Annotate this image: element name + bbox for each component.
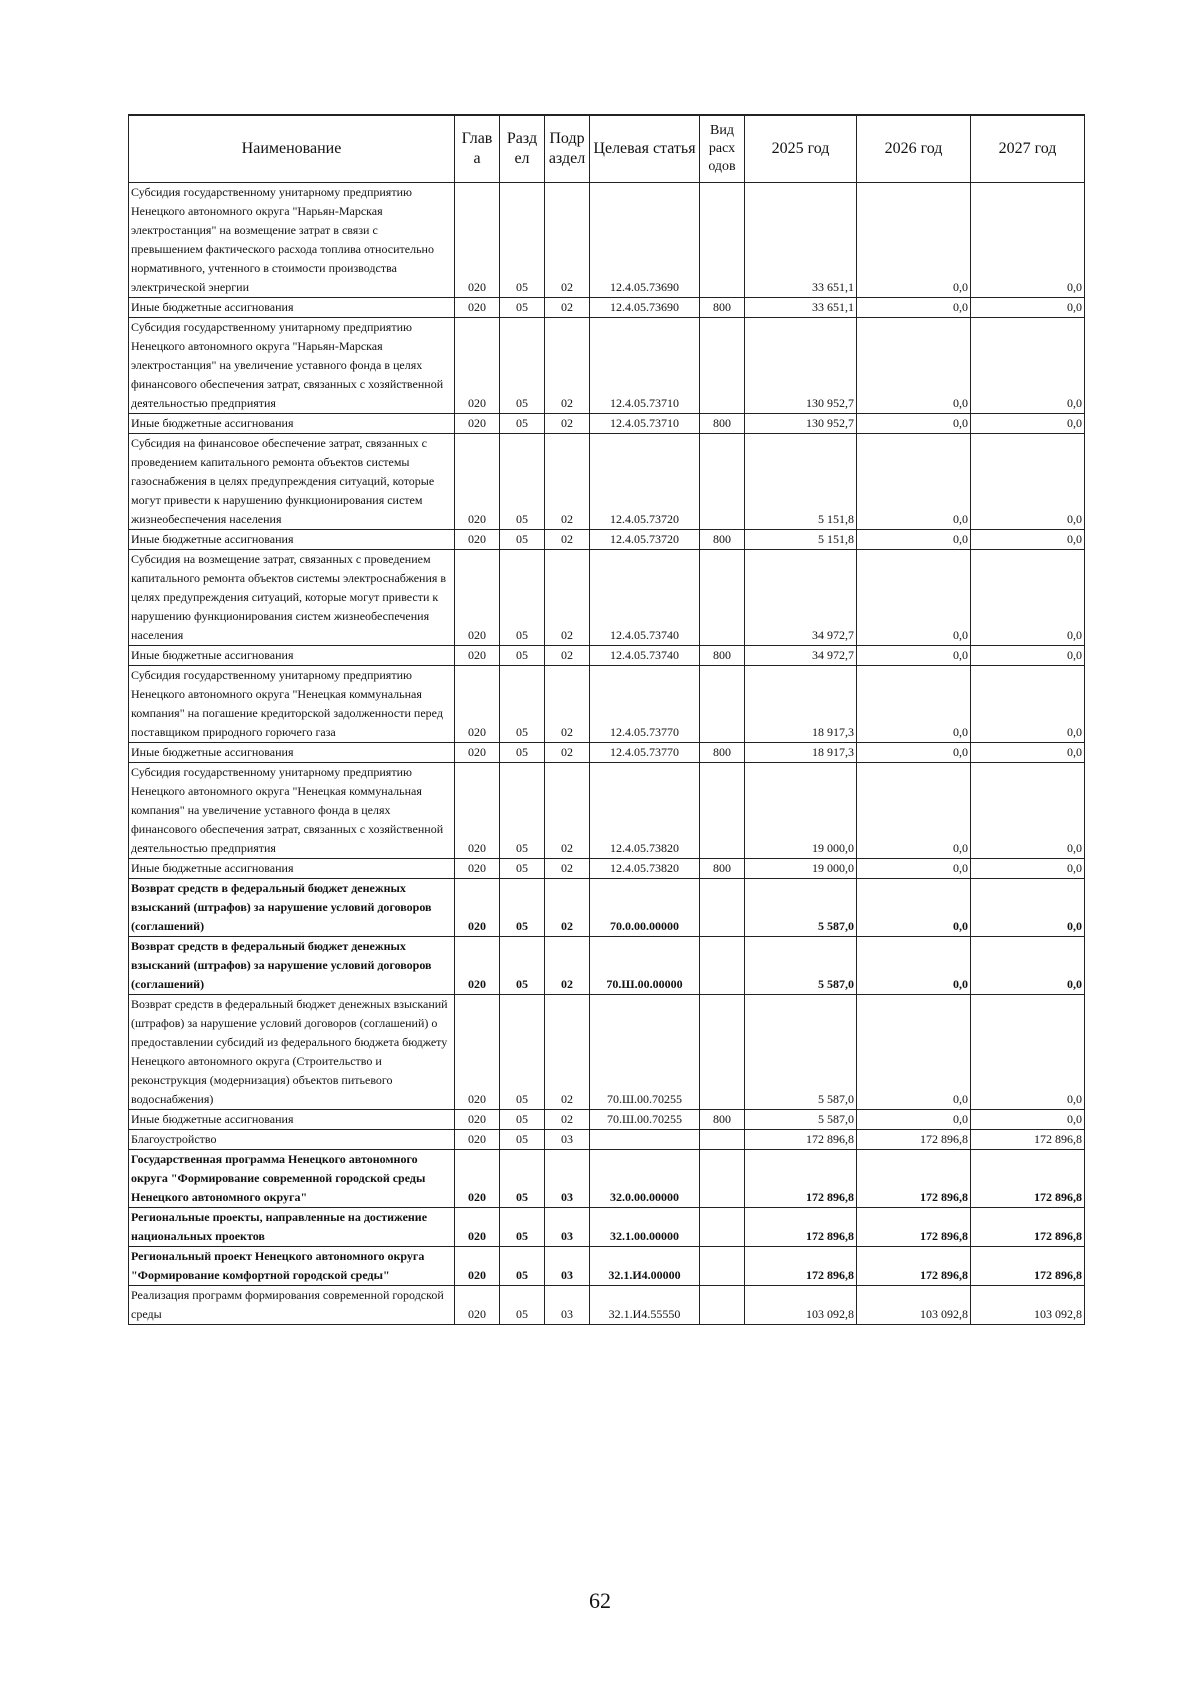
cell-name: Субсидия государственному унитарному предприятию Ненецкого автономного округа "Ненецкая коммунальная компания" на погашение кредиторской задолженности перед поставщиком природного горючего газа <box>129 666 455 743</box>
cell-razdel: 05 <box>500 995 545 1110</box>
cell-razdel: 05 <box>500 530 545 550</box>
cell-2025: 5 587,0 <box>745 937 857 995</box>
cell-tselevaya: 12.4.05.73710 <box>590 414 700 434</box>
cell-2027: 0,0 <box>971 763 1085 859</box>
cell-2026: 0,0 <box>857 937 971 995</box>
cell-glava: 020 <box>455 414 500 434</box>
cell-name: Иные бюджетные ассигнования <box>129 298 455 318</box>
cell-2027: 172 896,8 <box>971 1150 1085 1208</box>
cell-2027: 0,0 <box>971 183 1085 298</box>
cell-2025: 33 651,1 <box>745 298 857 318</box>
cell-razdel: 05 <box>500 879 545 937</box>
cell-tselevaya: 32.1.И4.55550 <box>590 1286 700 1325</box>
cell-2025: 5 151,8 <box>745 530 857 550</box>
cell-podrazdel: 02 <box>545 646 590 666</box>
cell-vid: 800 <box>700 646 745 666</box>
cell-name: Иные бюджетные ассигнования <box>129 743 455 763</box>
cell-vid <box>700 183 745 298</box>
cell-tselevaya: 32.1.00.00000 <box>590 1208 700 1247</box>
page-number: 62 <box>589 1588 611 1613</box>
cell-glava: 020 <box>455 434 500 530</box>
cell-2025: 172 896,8 <box>745 1208 857 1247</box>
cell-tselevaya: 12.4.05.73690 <box>590 298 700 318</box>
cell-razdel: 05 <box>500 298 545 318</box>
cell-razdel: 05 <box>500 183 545 298</box>
cell-vid <box>700 550 745 646</box>
cell-vid <box>700 1150 745 1208</box>
cell-2026: 103 092,8 <box>857 1286 971 1325</box>
cell-tselevaya: 12.4.05.73720 <box>590 530 700 550</box>
cell-name: Субсидия государственному унитарному предприятию Ненецкого автономного округа "Ненецкая коммунальная компания" на увеличение уставного фонда в целях финансового обеспечения затрат, связанных с хозяйственной деятельностью предприятия <box>129 763 455 859</box>
table-row <box>129 1247 1085 1286</box>
cell-2025: 172 896,8 <box>745 1247 857 1286</box>
cell-razdel: 05 <box>500 1150 545 1208</box>
cell-podrazdel: 02 <box>545 318 590 414</box>
cell-vid: 800 <box>700 414 745 434</box>
header-podrazdel: Подр аздел <box>545 115 590 183</box>
cell-2027: 0,0 <box>971 530 1085 550</box>
cell-tselevaya: 12.4.05.73710 <box>590 318 700 414</box>
header-2027: 2027 год <box>971 115 1085 183</box>
table-row <box>129 646 1085 666</box>
cell-glava: 020 <box>455 1286 500 1325</box>
table-row <box>129 1208 1085 1247</box>
cell-2027: 0,0 <box>971 646 1085 666</box>
cell-name: Возврат средств в федеральный бюджет денежных взысканий (штрафов) за нарушение условий договоров (соглашений) <box>129 937 455 995</box>
cell-vid <box>700 1208 745 1247</box>
cell-2027: 172 896,8 <box>971 1208 1085 1247</box>
cell-podrazdel: 02 <box>545 183 590 298</box>
table-row <box>129 666 1085 743</box>
cell-name: Региональные проекты, направленные на достижение национальных проектов <box>129 1208 455 1247</box>
cell-2027: 0,0 <box>971 879 1085 937</box>
table-row <box>129 995 1085 1110</box>
header-glava: Глав а <box>455 115 500 183</box>
header-name: Наименование <box>129 115 455 183</box>
cell-razdel: 05 <box>500 414 545 434</box>
cell-glava: 020 <box>455 743 500 763</box>
cell-2025: 34 972,7 <box>745 550 857 646</box>
cell-2025: 130 952,7 <box>745 414 857 434</box>
cell-vid <box>700 434 745 530</box>
cell-glava: 020 <box>455 859 500 879</box>
cell-2025: 103 092,8 <box>745 1286 857 1325</box>
cell-glava: 020 <box>455 763 500 859</box>
cell-vid <box>700 763 745 859</box>
cell-2027: 172 896,8 <box>971 1247 1085 1286</box>
cell-razdel: 05 <box>500 550 545 646</box>
table-row <box>129 1110 1085 1130</box>
cell-name: Возврат средств в федеральный бюджет денежных взысканий (штрафов) за нарушение условий договоров (соглашений) <box>129 879 455 937</box>
cell-2025: 18 917,3 <box>745 666 857 743</box>
cell-glava: 020 <box>455 879 500 937</box>
header-tselevaya: Целевая статья <box>590 115 700 183</box>
cell-razdel: 05 <box>500 743 545 763</box>
cell-tselevaya: 32.0.00.00000 <box>590 1150 700 1208</box>
cell-vid: 800 <box>700 859 745 879</box>
cell-2025: 130 952,7 <box>745 318 857 414</box>
cell-glava: 020 <box>455 298 500 318</box>
cell-vid <box>700 937 745 995</box>
header-razdel: Разд ел <box>500 115 545 183</box>
cell-tselevaya: 70.Ш.00.70255 <box>590 1110 700 1130</box>
cell-razdel: 05 <box>500 859 545 879</box>
cell-vid: 800 <box>700 743 745 763</box>
cell-2027: 0,0 <box>971 666 1085 743</box>
cell-2026: 0,0 <box>857 530 971 550</box>
budget-table <box>128 114 1085 1325</box>
header-2026: 2026 год <box>857 115 971 183</box>
cell-podrazdel: 02 <box>545 743 590 763</box>
cell-podrazdel: 02 <box>545 763 590 859</box>
cell-2025: 172 896,8 <box>745 1150 857 1208</box>
cell-vid: 800 <box>700 298 745 318</box>
cell-name: Субсидия на возмещение затрат, связанных с проведением капитального ремонта объектов системы электроснабжения в целях предупреждения ситуаций, которые могут привести к нарушению функционирования систем жизнеобеспечения населения <box>129 550 455 646</box>
cell-2026: 0,0 <box>857 1110 971 1130</box>
header-vid: Вид расх одов <box>700 115 745 183</box>
cell-name: Субсидия государственному унитарному предприятию Ненецкого автономного округа "Нарьян-Марская электростанция" на возмещение затрат в связи с превышением фактического расхода топлива относительно нормативного, учтенного в стоимости производства электрической энергии <box>129 183 455 298</box>
cell-tselevaya: 70.Ш.00.70255 <box>590 995 700 1110</box>
cell-2026: 0,0 <box>857 666 971 743</box>
cell-razdel: 05 <box>500 763 545 859</box>
table-row <box>129 414 1085 434</box>
cell-podrazdel: 02 <box>545 879 590 937</box>
cell-tselevaya: 32.1.И4.00000 <box>590 1247 700 1286</box>
cell-podrazdel: 03 <box>545 1130 590 1150</box>
cell-vid: 800 <box>700 1110 745 1130</box>
cell-2026: 0,0 <box>857 183 971 298</box>
cell-razdel: 05 <box>500 1110 545 1130</box>
cell-glava: 020 <box>455 318 500 414</box>
cell-2026: 0,0 <box>857 995 971 1110</box>
cell-2027: 0,0 <box>971 550 1085 646</box>
table-body <box>129 183 1085 1325</box>
header-2025: 2025 год <box>745 115 857 183</box>
cell-vid: 800 <box>700 530 745 550</box>
cell-name: Государственная программа Ненецкого автономного округа "Формирование современной городской среды Ненецкого автономного округа" <box>129 1150 455 1208</box>
cell-podrazdel: 03 <box>545 1286 590 1325</box>
cell-podrazdel: 02 <box>545 414 590 434</box>
cell-glava: 020 <box>455 646 500 666</box>
cell-2026: 0,0 <box>857 550 971 646</box>
cell-glava: 020 <box>455 1130 500 1150</box>
cell-name: Иные бюджетные ассигнования <box>129 414 455 434</box>
table-row <box>129 1286 1085 1325</box>
cell-2027: 0,0 <box>971 414 1085 434</box>
cell-2026: 0,0 <box>857 859 971 879</box>
cell-2026: 172 896,8 <box>857 1150 971 1208</box>
cell-2026: 0,0 <box>857 318 971 414</box>
cell-razdel: 05 <box>500 434 545 530</box>
cell-2025: 19 000,0 <box>745 859 857 879</box>
cell-2026: 0,0 <box>857 763 971 859</box>
table-row <box>129 743 1085 763</box>
cell-2026: 0,0 <box>857 434 971 530</box>
cell-name: Субсидия на финансовое обеспечение затрат, связанных с проведением капитального ремонта объектов системы газоснабжения в целях предупреждения ситуаций, которые могут привести к нарушению функционирования систем жизнеобеспечения населения <box>129 434 455 530</box>
cell-glava: 020 <box>455 550 500 646</box>
cell-vid <box>700 1247 745 1286</box>
cell-vid <box>700 666 745 743</box>
cell-tselevaya: 70.Ш.00.00000 <box>590 937 700 995</box>
cell-podrazdel: 02 <box>545 530 590 550</box>
cell-2026: 0,0 <box>857 414 971 434</box>
table-row <box>129 550 1085 646</box>
cell-tselevaya: 12.4.05.73820 <box>590 763 700 859</box>
cell-vid <box>700 1286 745 1325</box>
table-row <box>129 1150 1085 1208</box>
cell-2027: 0,0 <box>971 859 1085 879</box>
cell-glava: 020 <box>455 1208 500 1247</box>
cell-podrazdel: 02 <box>545 666 590 743</box>
cell-2027: 0,0 <box>971 1110 1085 1130</box>
cell-2027: 0,0 <box>971 298 1085 318</box>
cell-name: Иные бюджетные ассигнования <box>129 1110 455 1130</box>
cell-2026: 0,0 <box>857 646 971 666</box>
table-row <box>129 183 1085 298</box>
cell-razdel: 05 <box>500 1130 545 1150</box>
cell-name: Возврат средств в федеральный бюджет денежных взысканий (штрафов) за нарушение условий договоров (соглашений) о предоставлении субсидий из федерального бюджета бюджету Ненецкого автономного округа (Строительство и реконструкция (модернизация) объектов питьевого водоснабжения) <box>129 995 455 1110</box>
cell-vid <box>700 318 745 414</box>
cell-razdel: 05 <box>500 666 545 743</box>
cell-razdel: 05 <box>500 646 545 666</box>
cell-2025: 5 587,0 <box>745 879 857 937</box>
cell-podrazdel: 02 <box>545 1110 590 1130</box>
cell-2026: 0,0 <box>857 298 971 318</box>
cell-name: Иные бюджетные ассигнования <box>129 859 455 879</box>
cell-2025: 5 587,0 <box>745 995 857 1110</box>
cell-2025: 5 587,0 <box>745 1110 857 1130</box>
cell-podrazdel: 03 <box>545 1208 590 1247</box>
cell-2026: 0,0 <box>857 879 971 937</box>
cell-glava: 020 <box>455 530 500 550</box>
table-row <box>129 318 1085 414</box>
cell-podrazdel: 02 <box>545 937 590 995</box>
cell-2025: 172 896,8 <box>745 1130 857 1150</box>
cell-2025: 19 000,0 <box>745 763 857 859</box>
cell-2027: 103 092,8 <box>971 1286 1085 1325</box>
header-row <box>129 115 1085 183</box>
cell-2026: 172 896,8 <box>857 1247 971 1286</box>
cell-podrazdel: 02 <box>545 859 590 879</box>
cell-2027: 0,0 <box>971 318 1085 414</box>
cell-glava: 020 <box>455 183 500 298</box>
cell-podrazdel: 03 <box>545 1247 590 1286</box>
cell-glava: 020 <box>455 995 500 1110</box>
cell-name: Субсидия государственному унитарному предприятию Ненецкого автономного округа "Нарьян-Марская электростанция" на увеличение уставного фонда в целях финансового обеспечения затрат, связанных с хозяйственной деятельностью предприятия <box>129 318 455 414</box>
cell-glava: 020 <box>455 1110 500 1130</box>
cell-podrazdel: 02 <box>545 550 590 646</box>
cell-tselevaya: 12.4.05.73770 <box>590 743 700 763</box>
cell-2027: 0,0 <box>971 995 1085 1110</box>
cell-2025: 34 972,7 <box>745 646 857 666</box>
cell-name: Благоустройство <box>129 1130 455 1150</box>
cell-2027: 0,0 <box>971 937 1085 995</box>
cell-2027: 0,0 <box>971 434 1085 530</box>
table-row <box>129 1130 1085 1150</box>
cell-name: Реализация программ формирования современной городской среды <box>129 1286 455 1325</box>
cell-2025: 5 151,8 <box>745 434 857 530</box>
cell-podrazdel: 02 <box>545 995 590 1110</box>
cell-glava: 020 <box>455 1247 500 1286</box>
table-row <box>129 298 1085 318</box>
cell-vid <box>700 1130 745 1150</box>
cell-glava: 020 <box>455 666 500 743</box>
cell-tselevaya <box>590 1130 700 1150</box>
cell-name: Иные бюджетные ассигнования <box>129 530 455 550</box>
cell-vid <box>700 879 745 937</box>
cell-razdel: 05 <box>500 937 545 995</box>
cell-2026: 172 896,8 <box>857 1208 971 1247</box>
cell-vid <box>700 995 745 1110</box>
cell-2025: 33 651,1 <box>745 183 857 298</box>
cell-2026: 0,0 <box>857 743 971 763</box>
cell-podrazdel: 03 <box>545 1150 590 1208</box>
cell-2026: 172 896,8 <box>857 1130 971 1150</box>
table-row <box>129 879 1085 937</box>
cell-tselevaya: 12.4.05.73820 <box>590 859 700 879</box>
cell-glava: 020 <box>455 1150 500 1208</box>
table-row <box>129 763 1085 859</box>
table-row <box>129 937 1085 995</box>
cell-tselevaya: 12.4.05.73740 <box>590 550 700 646</box>
cell-razdel: 05 <box>500 1208 545 1247</box>
cell-tselevaya: 12.4.05.73740 <box>590 646 700 666</box>
table-row <box>129 859 1085 879</box>
cell-podrazdel: 02 <box>545 298 590 318</box>
cell-glava: 020 <box>455 937 500 995</box>
cell-tselevaya: 12.4.05.73770 <box>590 666 700 743</box>
cell-2025: 18 917,3 <box>745 743 857 763</box>
cell-razdel: 05 <box>500 1286 545 1325</box>
cell-razdel: 05 <box>500 1247 545 1286</box>
cell-tselevaya: 12.4.05.73690 <box>590 183 700 298</box>
cell-2027: 0,0 <box>971 743 1085 763</box>
cell-podrazdel: 02 <box>545 434 590 530</box>
table-row <box>129 434 1085 530</box>
cell-name: Иные бюджетные ассигнования <box>129 646 455 666</box>
cell-tselevaya: 12.4.05.73720 <box>590 434 700 530</box>
cell-tselevaya: 70.0.00.00000 <box>590 879 700 937</box>
cell-2027: 172 896,8 <box>971 1130 1085 1150</box>
table-row <box>129 530 1085 550</box>
cell-razdel: 05 <box>500 318 545 414</box>
cell-name: Региональный проект Ненецкого автономного округа "Формирование комфортной городской среды" <box>129 1247 455 1286</box>
